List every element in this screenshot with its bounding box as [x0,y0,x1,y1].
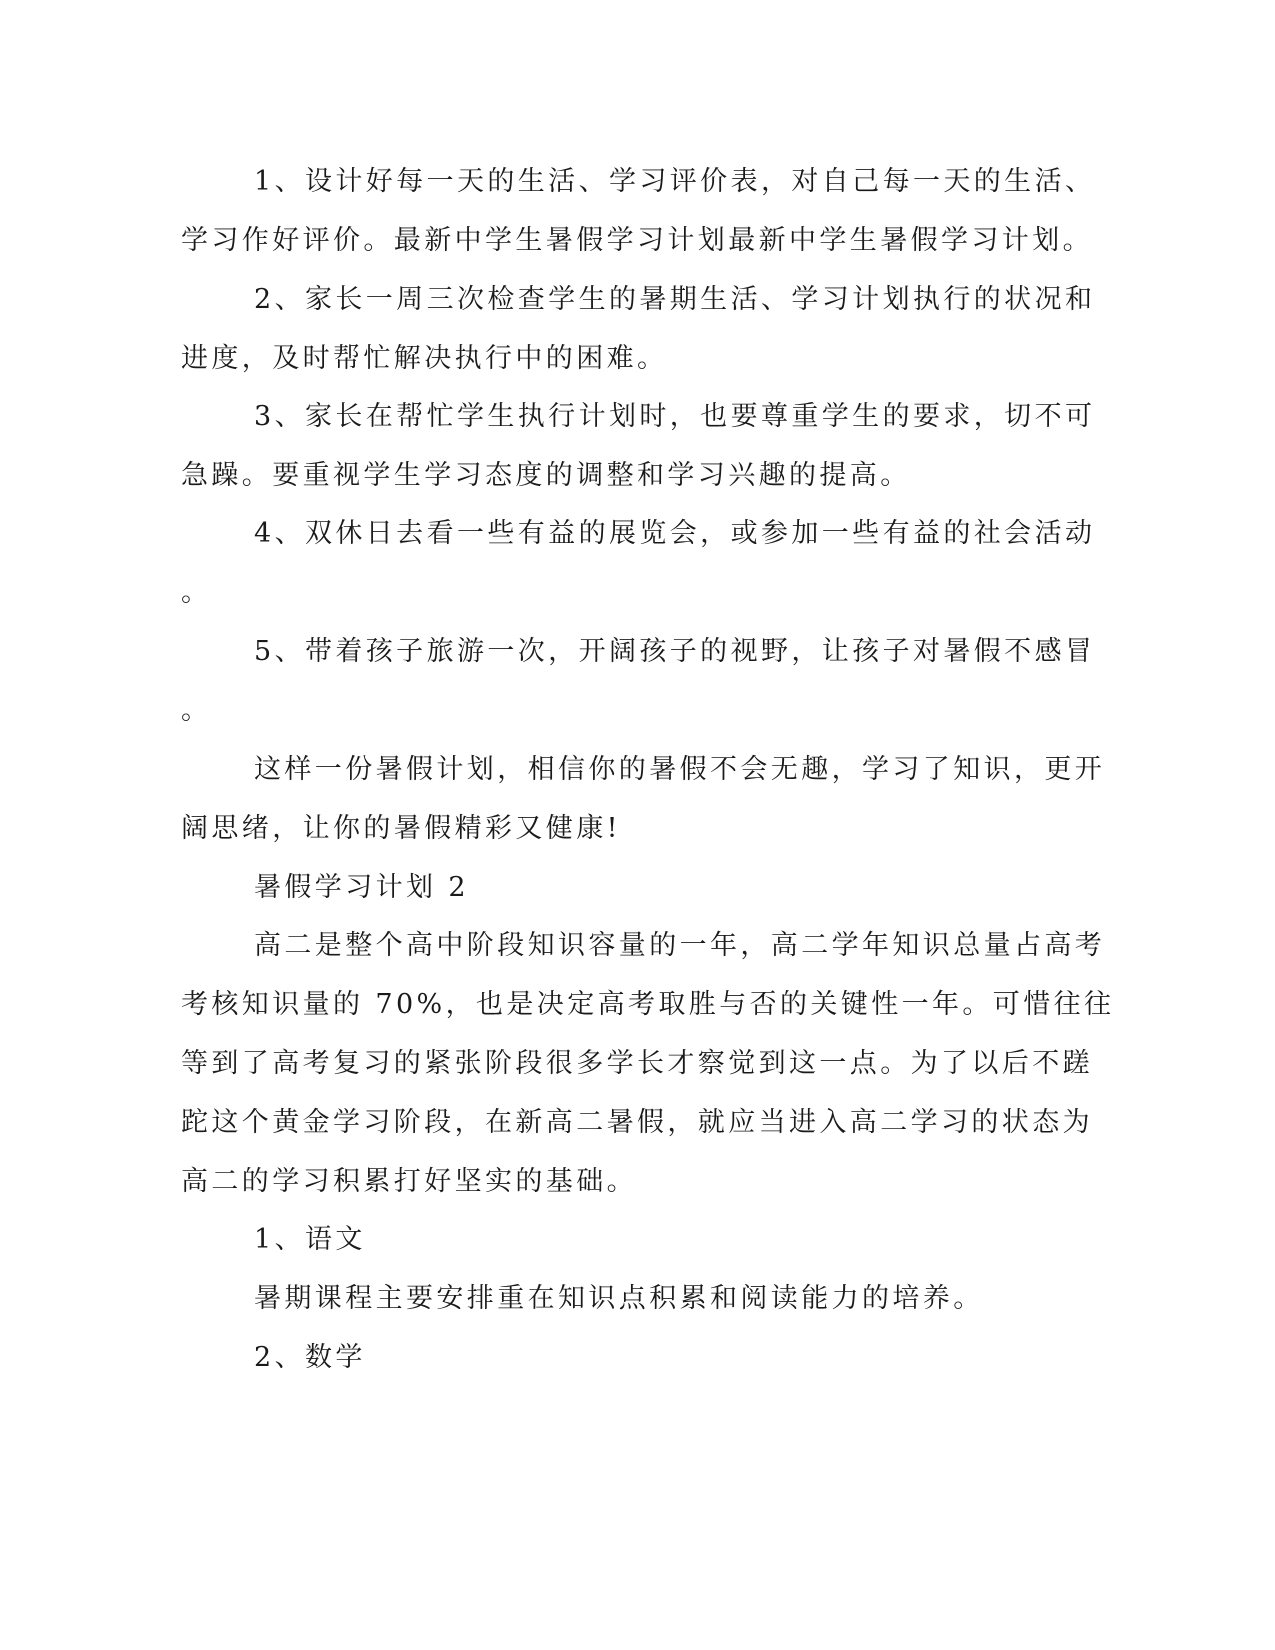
paragraph-line: 。 [181,577,212,608]
subject-heading: 2、数学 [254,1342,366,1373]
paragraph-line: 高二的学习积累打好坚实的基础。 [181,1166,637,1197]
paragraph-line: 跎这个黄金学习阶段，在新高二暑假，就应当进入高二学习的状态为 [181,1107,1093,1138]
paragraph-line: 2、家长一周三次检查学生的暑期生活、学习计划执行的状况和 [254,284,1096,315]
paragraph-line: 高二是整个高中阶段知识容量的一年，高二学年知识总量占高考 [254,930,1106,961]
paragraph-line: 3、家长在帮忙学生执行计划时，也要尊重学生的要求，切不可 [254,401,1096,432]
paragraph-line: 1、设计好每一天的生活、学习评价表，对自己每一天的生活、 [254,166,1096,197]
paragraph-line: 5、带着孩子旅游一次，开阔孩子的视野，让孩子对暑假不感冒 [254,636,1096,667]
paragraph-line: 这样一份暑假计划，相信你的暑假不会无趣，学习了知识，更开 [254,754,1106,785]
paragraph-line: 考核知识量的 70%，也是决定高考取胜与否的关键性一年。可惜往往 [181,989,1115,1020]
paragraph-line: 阔思绪，让你的暑假精彩又健康! [181,813,621,844]
subject-heading: 1、语文 [254,1224,366,1255]
paragraph-line: 学习作好评价。最新中学生暑假学习计划最新中学生暑假学习计划。 [181,225,1093,256]
paragraph-line: 等到了高考复习的紧张阶段很多学长才察觉到这一点。为了以后不蹉 [181,1048,1093,1079]
paragraph-line: 急躁。要重视学生学习态度的调整和学习兴趣的提高。 [181,460,911,491]
paragraph-line: 暑期课程主要安排重在知识点积累和阅读能力的培养。 [254,1283,984,1314]
paragraph-line: 。 [181,695,212,726]
section-heading: 暑假学习计划 2 [254,872,469,903]
paragraph-line: 进度，及时帮忙解决执行中的困难。 [181,343,668,374]
paragraph-line: 4、双休日去看一些有益的展览会，或参加一些有益的社会活动 [254,518,1096,549]
